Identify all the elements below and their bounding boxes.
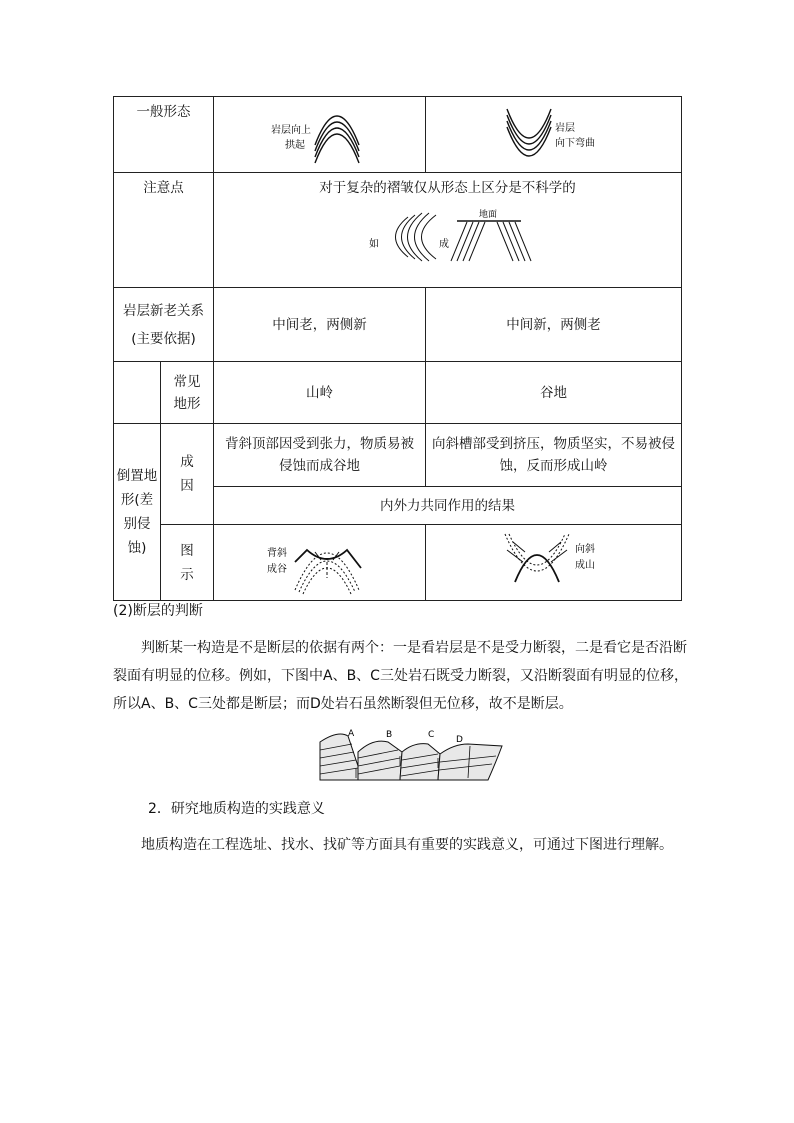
note-cell — [214, 173, 682, 288]
syncline-form-text-1: 岩层 — [554, 122, 575, 134]
section2-paragraph: 地质构造在工程选址、找水、找矿等方面具有重要的实践意义，可通过下图进行理解。 — [141, 837, 673, 853]
row-note — [114, 173, 682, 288]
row-terrain — [114, 362, 682, 424]
fault-label-d: D — [456, 735, 463, 745]
fault-paragraph: 判断某一构造是不是断层的依据有两个：一是看岩层是不是受力断裂，二是看它是否沿断裂面有明显的位移。例如，下图中A、B、C三处岩石既受力断裂，又沿断裂面有明显的位移，所以A、B、C三处都是断层；而D处岩石虽然断裂但无位移，故不是断层。 — [113, 640, 688, 712]
fault-label-c: C — [428, 730, 435, 740]
section-fault-title: (2)断层的判断 — [113, 603, 203, 619]
anticline-terrain: 山岭 — [214, 362, 426, 424]
anticline-form-figure — [214, 97, 426, 173]
anticline-cause: 背斜顶部因受到张力，物质易被侵蚀而成谷地 — [214, 424, 426, 487]
section2-title: 2．研究地质构造的实践意义 — [148, 801, 325, 817]
syncline-fig-text-1: 向斜 — [574, 543, 595, 555]
row-rock-age — [114, 288, 682, 362]
fold-comparison-table — [113, 96, 682, 601]
label-rock-age-1: 岩层新老关系 — [123, 302, 204, 319]
syncline-age: 中间新，两侧老 — [426, 288, 682, 362]
fault-diagram — [318, 722, 504, 784]
empty-cell — [114, 362, 161, 424]
anticline-form-text-1: 岩层向上 — [270, 124, 311, 136]
anticline-form-text-2: 拱起 — [284, 139, 305, 151]
note-diagram-ru: 如 — [368, 239, 379, 250]
syncline-form-text-2: 向下弯曲 — [554, 137, 595, 149]
note-diagram-cheng: 成 — [438, 239, 449, 250]
row-inversion-cause — [114, 424, 682, 487]
label-note: 注意点 — [114, 173, 214, 288]
anticline-fig-text-1: 背斜 — [266, 547, 287, 559]
syncline-cause: 向斜槽部受到挤压，物质坚实，不易被侵蚀，反而形成山岭 — [426, 424, 682, 487]
label-figure: 图示 — [161, 525, 214, 601]
label-rock-age-2: (主要依据) — [131, 330, 196, 347]
anticline-valley-figure — [214, 525, 426, 601]
row-inversion-figure — [114, 525, 682, 601]
common-cause: 内外力共同作用的结果 — [214, 487, 682, 525]
row-general-form — [114, 97, 682, 173]
note-diagram-dimian: 地面 — [478, 210, 497, 220]
fault-label-b: B — [386, 730, 393, 740]
anticline-fig-text-2: 成谷 — [266, 563, 287, 575]
syncline-terrain: 谷地 — [426, 362, 682, 424]
label-rock-age — [114, 288, 214, 362]
syncline-mountain-figure — [426, 525, 682, 601]
anticline-age: 中间老，两侧新 — [214, 288, 426, 362]
syncline-fig-text-2: 成山 — [574, 559, 595, 571]
fault-label-a: A — [348, 729, 355, 739]
complex-fold-diagram — [363, 205, 533, 265]
label-general-form: 一般形态 — [114, 97, 214, 173]
syncline-form-figure — [426, 97, 682, 173]
note-text: 对于复杂的褶皱仅从形态上区分是不科学的 — [319, 180, 576, 196]
label-inversion: 倒置地形(差别侵蚀) — [114, 424, 161, 601]
label-terrain: 常见地形 — [161, 362, 214, 424]
label-cause: 成因 — [161, 424, 214, 525]
